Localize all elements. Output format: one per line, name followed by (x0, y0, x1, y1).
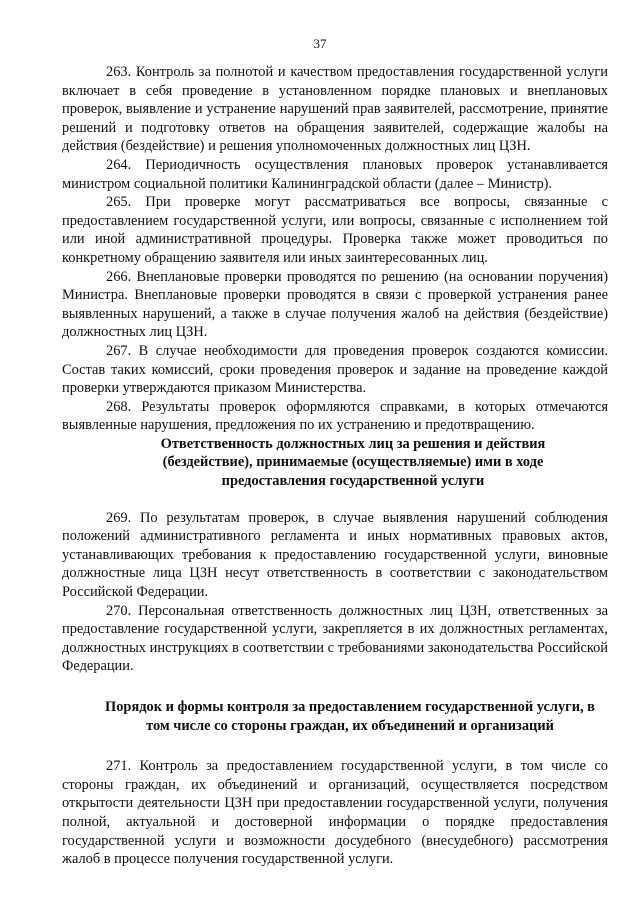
paragraph-271: 271. Контроль за предоставлением государственной услуги, в том числе со стороны граждан, их объединений и организаций, осуществляется посредством открытости деятельности ЦЗН при предоставлении государственной услуги, получения полной, актуальной и достоверной информации о порядке предоставления государственной услуги и возможности досудебного (внесудебного) рассмотрения жалоб в процессе получения государственной услуги. (62, 758, 608, 868)
section-heading-control-procedure: Порядок и формы контроля за предоставлением государственной услуги, в том числе со стороны граждан, их объединений и организаций (105, 699, 595, 734)
paragraph-265: 265. При проверке могут рассматриваться все вопросы, связанные с предоставлением государственной услуги, или вопросы, связанные с исполнением той или иной административной процедуры. Проверка также может проводиться по конкретному обращению заявителя или иных заинтересованных лиц. (62, 194, 608, 266)
paragraph-269: 269. По результатам проверок, в случае выявления нарушений соблюдения положений административного регламента и иных нормативных правовых актов, устанавливающих требования к предоставлению государственной услуги, виновные должностные лица ЦЗН несут ответственность в соответствии с законодательством Российской Федерации. (62, 509, 608, 601)
paragraph-270: 270. Персональная ответственность должностных лиц ЦЗН, ответственных за предоставление государственной услуги, закрепляется в их должностных регламентах, должностных инструкциях в соответствии с требованиями законодательства Российской Федерации. (62, 602, 608, 675)
paragraph-267: 267. В случае необходимости для проведения проверок создаются комиссии. Состав таких комиссий, сроки проведения проверок и задание на проведение каждой проверки утверждаются приказом Министерства. (62, 342, 608, 397)
section-heading-responsibility: Ответственность должностных лиц за решения и действия (бездействие), принимаемые (осуществляемые) ими в ходе предоставления государственной услуги (160, 435, 546, 490)
page-number: 37 (313, 36, 327, 51)
document-body (62, 63, 608, 869)
paragraph-264: 264. Периодичность осуществления плановых проверок устанавливается министром социальной политики Калининградской области (далее – Министр). (62, 156, 608, 192)
paragraph-268: 268. Результаты проверок оформляются справками, в которых отмечаются выявленные нарушения, предложения по их устранению и предотвращению. (62, 398, 608, 434)
paragraph-266: 266. Внеплановые проверки проводятся по решению (на основании поручения) Министра. Внеплановые проверки проводятся в связи с проверкой устранения ранее выявленных нарушений, а также в случае получения жалоб на действия (бездействие) должностных лиц ЦЗН. (62, 268, 608, 341)
paragraph-263: 263. Контроль за полнотой и качеством предоставления государственной услуги включает в себя проведение в установленном порядке плановых и внеплановых проверок, выявление и устранение нарушений прав заявителей, рассмотрение, принятие решений и подготовку ответов на обращения заявителей, содержащие жалобы на действия (бездействие) и решения уполномоченных должностных лиц ЦЗН. (62, 64, 608, 155)
